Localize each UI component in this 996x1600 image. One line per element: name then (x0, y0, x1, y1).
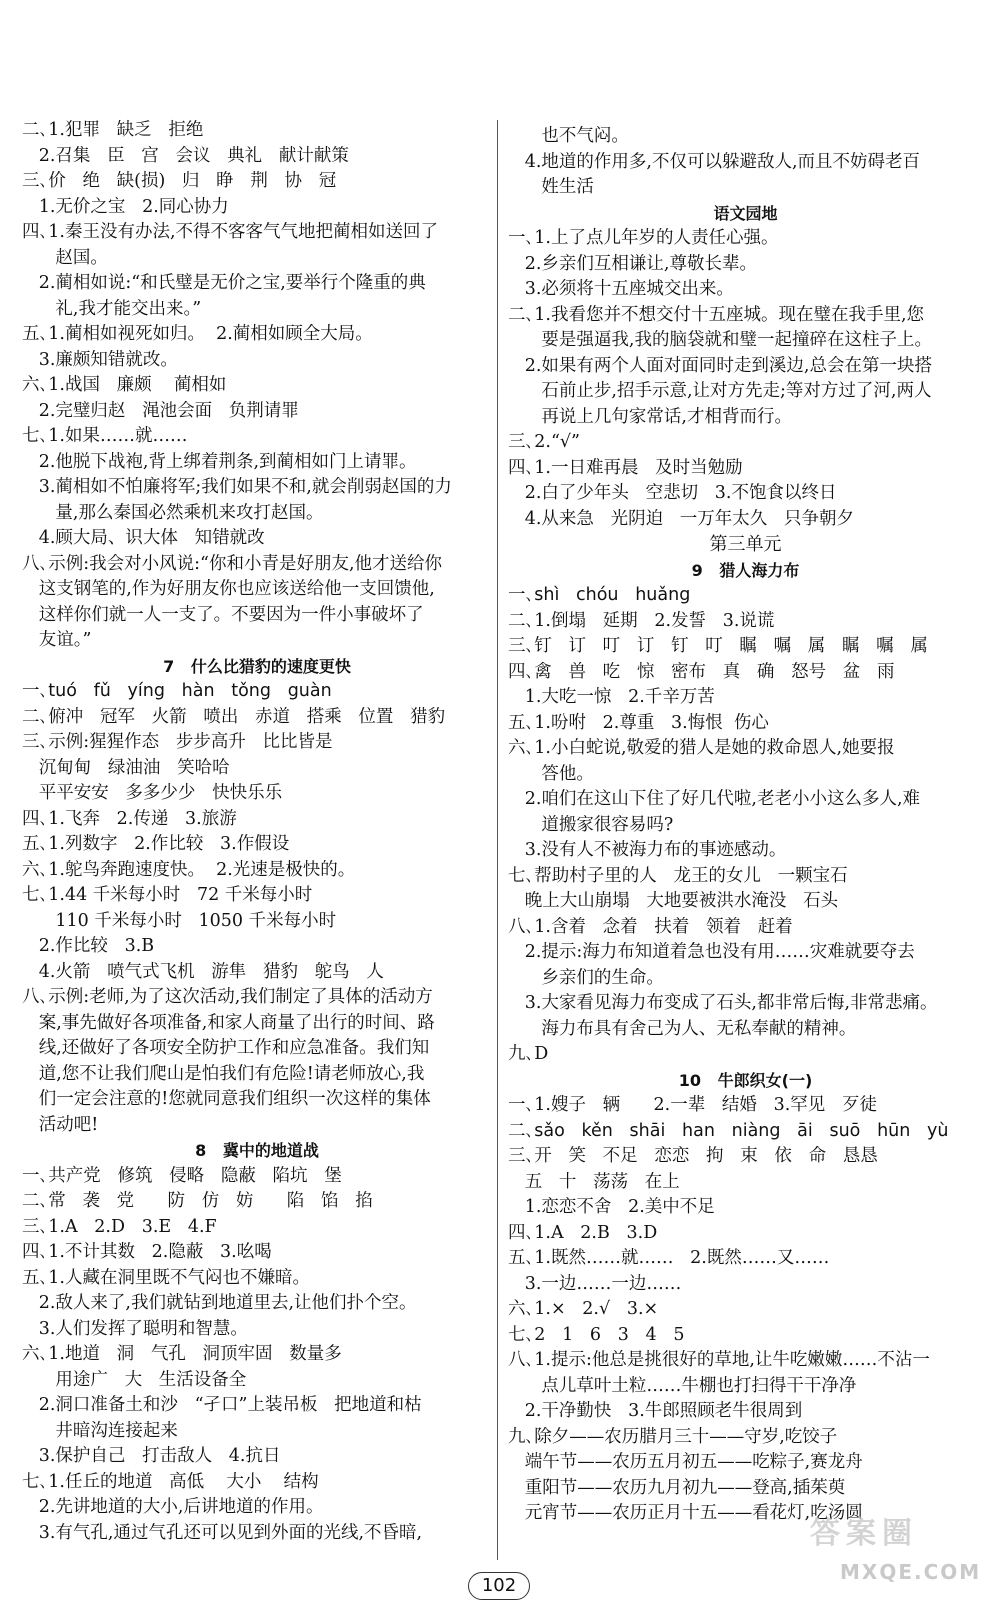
answer-line: 3.必须将十五座城交出来。 (508, 279, 734, 299)
answer-line: 八､1.含着 念着 扶着 领着 赶着 (508, 916, 793, 937)
answer-line: 3.有气孔,通过气孔还可以见到外面的光线,不昏暗, (22, 1522, 423, 1543)
answer-line: 六､1.小白蛇说,敬爱的猎人是她的救命恩人,她要报 (508, 738, 895, 758)
answer-line: 4.从来急 光阴迫 一万年太久 只争朝夕 (508, 508, 854, 529)
answer-line: 2.洞口准备土和沙 “孑口”上装吊板 把地道和枯 (22, 1395, 422, 1415)
answer-line: 二､俯冲 冠军 火箭 喷出 赤道 搭乘 位置 猎豹 (22, 706, 446, 727)
answer-line: 五､1.蔺相如视死如归。 2.蔺相如顾全大局。 (22, 324, 373, 344)
answer-line: 七､1.任丘的地道 高低 大小 结构 (22, 1471, 319, 1492)
answer-line: 井暗沟连接起来 (22, 1420, 178, 1441)
answer-line: 六､1.× 2.√ 3.× (508, 1299, 659, 1319)
answer-line: 2.作比较 3.B (22, 936, 155, 956)
answer-line: 3.大家看见海力布变成了石头,都非常后悔,非常悲痛。 (508, 993, 938, 1013)
answer-line: 海力布具有舍己为人、无私奉献的精神。 (508, 1018, 857, 1039)
answer-line: 3.一边……一边…… (508, 1273, 682, 1294)
answer-line: 八､示例:我会对小风说:“你和小青是好朋友,他才送给你 (22, 553, 443, 574)
answer-line: 一､shì chóu huǎng (508, 585, 691, 605)
answer-line: 二､sǎo kěn shāi han niàng āi suō hūn yù (508, 1120, 949, 1141)
answer-line: 3.保护自己 打击敌人 4.抗日 (22, 1446, 281, 1466)
answer-line: 二､1.倒塌 延期 2.发誓 3.说谎 (508, 610, 775, 631)
answer-line: 二､常 袭 党 防 仿 妨 陷 馅 掐 (22, 1191, 373, 1211)
answer-line: 这支钢笔的,作为好朋友你也应该送给他一支回馈他, (22, 579, 435, 599)
answer-line: 三､示例:猩猩作态 步步高升 比比皆是 (22, 732, 333, 752)
answer-line: 石前止步,招手示意,让对方先走;等对方过了河,两人 (508, 381, 932, 401)
answer-line: 友谊。” (22, 630, 92, 650)
answer-line: 沉甸甸 绿油油 笑哈哈 (22, 757, 230, 778)
watermark-brand: 答案圈 (810, 1516, 918, 1551)
answer-line: 八､示例:老师,为了这次活动,我们制定了具体的活动方 (22, 987, 433, 1007)
answer-line: 答他。 (508, 763, 594, 784)
answer-line: 三､2.“√” (508, 432, 580, 452)
unit-heading: 第三单元 (709, 534, 782, 555)
answer-line: 四､1.一日难再晨 及时当勉励 (508, 457, 743, 478)
answer-line: 2.先讲地道的大小,后讲地道的作用。 (22, 1497, 324, 1517)
answer-line: 一､共产党 修筑 侵略 隐蔽 陷坑 堡 (22, 1165, 342, 1186)
answer-line: 量,那么秦国必然乘机来攻打赵国。 (22, 502, 324, 523)
answer-line: 五､1.人藏在洞里既不气闷也不嫌暗。 (22, 1267, 310, 1288)
answer-line: 也不气闷。 (508, 126, 629, 146)
answer-line: 二､1.我看您并不想交付十五座城。现在璧在我手里,您 (508, 304, 925, 325)
watermark-logo (800, 1500, 990, 1595)
answer-line: 3.廉颇知错就改。 (22, 349, 178, 370)
section-heading: 10 牛郎织女(一) (678, 1070, 813, 1090)
answer-line: 五 十 荡荡 在上 (508, 1171, 680, 1192)
answer-line: 四､1.不计其数 2.隐蔽 3.吆喝 (22, 1242, 272, 1262)
right-column (508, 124, 983, 1527)
answer-line: 四､1.飞奔 2.传递 3.旅游 (22, 808, 237, 829)
answer-line: 四､1.A 2.B 3.D (508, 1222, 658, 1243)
answer-line: 元宵节——农历正月十五——看花灯,吃汤圆 (508, 1503, 863, 1523)
answer-line: 们一定会注意的!您就同意我们组织一次这样的集体 (22, 1089, 431, 1109)
answer-line: 这样你们就一人一支了。不要因为一件小事破坏了 (22, 604, 424, 625)
answer-line: 三､开 笑 不足 恋恋 拘 束 依 命 恳恳 (508, 1146, 878, 1166)
answer-line: 1.无价之宝 2.同心协力 (22, 196, 229, 217)
answer-line: 3.人们发挥了聪明和智慧。 (22, 1318, 248, 1339)
answer-line: 五､1.列数字 2.作比较 3.作假设 (22, 834, 290, 854)
left-column (22, 118, 492, 1546)
answer-line: 一､1.上了点儿年岁的人责任心强。 (508, 228, 779, 248)
answer-line: 九､D (508, 1044, 549, 1064)
answer-line: 端午节——农历五月初五——吃粽子,赛龙舟 (508, 1452, 863, 1472)
answer-line: 重阳节——农历九月初九——登高,插茱萸 (508, 1477, 846, 1498)
answer-line: 乡亲们的生命。 (508, 967, 664, 988)
answer-line: 三､价 绝 缺(损) 归 睁 荆 协 冠 (22, 171, 337, 191)
answer-line: 2.蔺相如说:“和氏璧是无价之宝,要举行个隆重的典 (22, 273, 426, 293)
answer-line: 案,事先做好各项准备,和家人商量了出行的时间、路 (22, 1012, 435, 1033)
section-heading: 7 什么比猎豹的速度更快 (163, 656, 351, 676)
answer-line: 五､1.吩咐 2.尊重 3.悔恨 伤心 (508, 712, 769, 733)
section-heading: 8 冀中的地道战 (195, 1141, 319, 1160)
answer-line: 九､除夕——农历腊月三十——守岁,吃饺子 (508, 1426, 838, 1447)
answer-line: 七､1.如果……就…… (22, 426, 188, 446)
answer-line: 2.白了少年头 空悲切 3.不饱食以终日 (508, 483, 837, 503)
answer-line: 六､1.战国 廉颇 蔺相如 (22, 375, 227, 395)
section-heading: 语文园地 (713, 203, 778, 223)
answer-line: 点儿草叶土粒……牛棚也打扫得干干净净 (508, 1375, 857, 1396)
answer-line: 2.乡亲们互相谦让,尊敬长辈。 (508, 253, 757, 274)
answer-line: 八､1.提示:他总是挑很好的草地,让牛吃嫩嫩……不沾一 (508, 1350, 930, 1370)
answer-line: 1.恋恋不舍 2.美中不足 (508, 1197, 715, 1217)
answer-line: 三､1.A 2.D 3.E 4.F (22, 1216, 217, 1237)
answer-line: 2.提示:海力布知道着急也没有用……灾难就要夺去 (508, 942, 915, 962)
answer-line: 要是强逼我,我的脑袋就和璧一起撞碎在这柱子上。 (508, 330, 932, 350)
answer-line: 六､1.鸵鸟奔跑速度快。 2.光速是极快的。 (22, 859, 356, 880)
answer-line: 2.敌人来了,我们就钻到地道里去,让他们扑个空。 (22, 1293, 417, 1313)
answer-line: 七､帮助村子里的人 龙王的女儿 一颗宝石 (508, 865, 848, 886)
answer-line: 2.他脱下战袍,背上绑着荆条,到蔺相如门上请罪。 (22, 451, 417, 472)
answer-line: 2.咱们在这山下住了好几代啦,老老小小这么多人,难 (508, 789, 921, 809)
answer-line: 2.干净勤快 3.牛郎照顾老牛很周到 (508, 1401, 803, 1421)
answer-line: 道搬家很容易吗? (508, 814, 674, 835)
answer-line: 礼,我才能交出来。” (22, 298, 202, 319)
answer-line: 4.顾大局、识大体 知错就改 (22, 528, 265, 548)
answer-line: 一､tuó fǔ yíng hàn tǒng guàn (22, 681, 332, 701)
column-divider (497, 120, 498, 1560)
answer-line: 六､1.地道 洞 气孔 洞顶牢固 数量多 (22, 1344, 342, 1364)
answer-line: 1.大吃一惊 2.千辛万苦 (508, 687, 715, 707)
answer-line: 道,您不让我们爬山是怕我们有危险!请老师放心,我 (22, 1063, 425, 1084)
answer-line: 2.如果有两个人面对面同时走到溪边,总会在第一块搭 (508, 355, 932, 376)
answer-line: 二､1.犯罪 缺乏 拒绝 (22, 120, 204, 140)
answer-line: 3.没有人不被海力布的事迹感动。 (508, 840, 787, 860)
answer-line: 赵国。 (22, 247, 108, 268)
page-number: 102 (468, 1572, 530, 1600)
answer-line: 三､钉 订 叮 订 钉 叮 瞩 嘱 属 瞩 嘱 属 (508, 636, 928, 656)
answer-line: 4.火箭 喷气式飞机 游隼 猎豹 鸵鸟 人 (22, 961, 384, 982)
answer-line: 七､1.44 千米每小时 72 千米每小时 (22, 885, 313, 905)
answer-line: 用途广 大 生活设备全 (22, 1369, 247, 1390)
answer-line: 四､禽 兽 吃 惊 密布 真 确 怒号 盆 雨 (508, 661, 895, 682)
answer-line: 五､1.既然……就…… 2.既然……又…… (508, 1248, 830, 1268)
watermark-url: MXQE.COM (840, 1560, 982, 1584)
answer-line: 七､2 1 6 3 4 5 (508, 1324, 685, 1345)
answer-line: 线,还做好了各项安全防护工作和应急准备。我们知 (22, 1038, 430, 1058)
answer-line: 2.召集 臣 宫 会议 典礼 献计献策 (22, 145, 349, 166)
answer-line: 2.完璧归赵 渑池会面 负荆请罪 (22, 400, 299, 421)
answer-line: 四､1.秦王没有办法,不得不客客气气地把蔺相如送回了 (22, 222, 439, 242)
answer-line: 110 千米每小时 1050 千米每小时 (22, 910, 337, 931)
answer-line: 姓生活 (508, 177, 594, 197)
answer-line: 3.蔺相如不怕廉将军;我们如果不和,就会削弱赵国的力 (22, 477, 452, 497)
answer-line: 一､1.嫂子 辆 2.一辈 结婚 3.罕见 歹徒 (508, 1095, 877, 1115)
answer-line: 平平安安 多多少少 快快乐乐 (22, 783, 283, 803)
answer-line: 再说上几句家常话,才相背而行。 (508, 406, 792, 427)
answer-line: 晚上大山崩塌 大地要被洪水淹没 石头 (508, 891, 839, 911)
section-heading: 9 猎人海力布 (691, 560, 800, 580)
answer-line: 4.地道的作用多,不仅可以躲避敌人,而且不妨碍老百 (508, 151, 921, 172)
answer-line: 活动吧! (22, 1114, 99, 1135)
